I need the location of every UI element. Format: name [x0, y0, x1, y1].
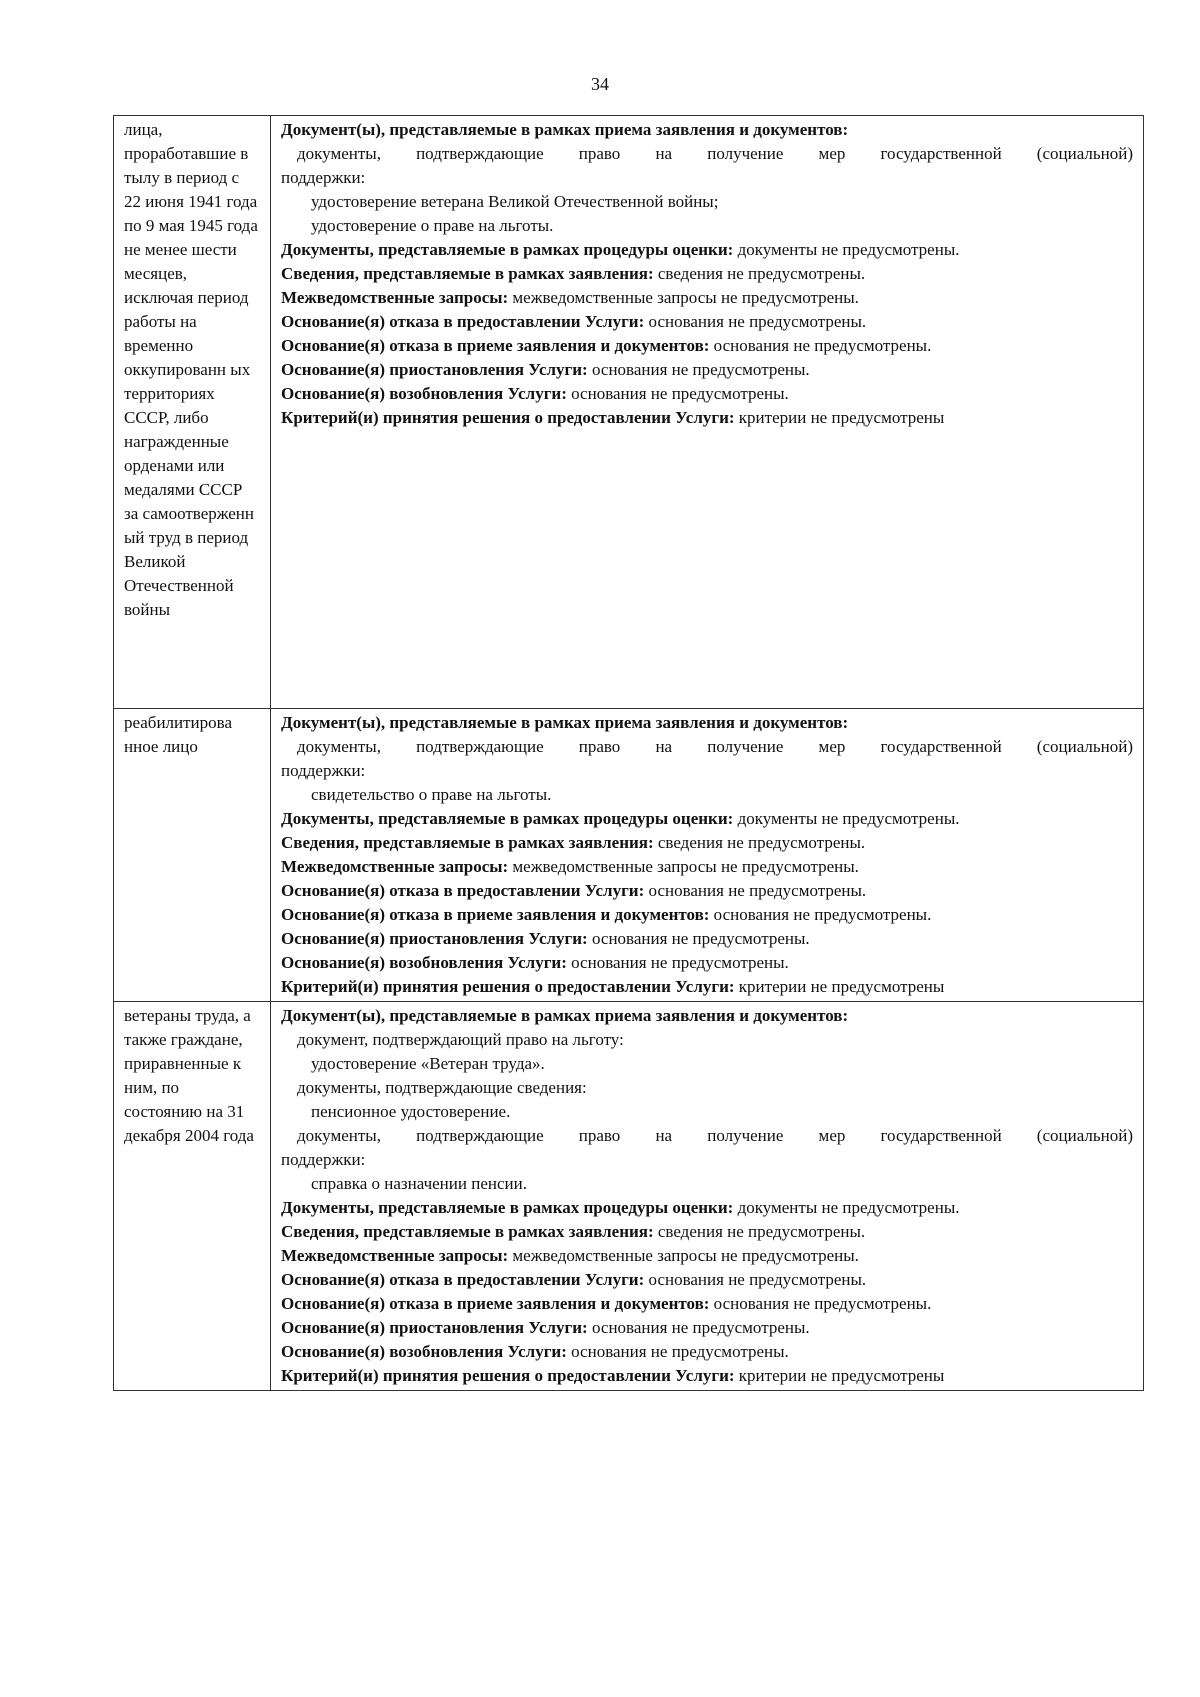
- field-line: [281, 262, 1133, 286]
- field-line: [281, 1196, 1133, 1220]
- field-value: основания не предусмотрены.: [587, 360, 810, 379]
- field-label: Сведения, представляемые в рамках заявления:: [281, 833, 654, 852]
- field-value: межведомственные запросы не предусмотрены.: [508, 288, 859, 307]
- field-value: основания не предусмотрены.: [709, 336, 932, 355]
- docs-label: Документ(ы), представляемые в рамках приема заявления и документов:: [281, 120, 849, 139]
- document-item: удостоверение ветерана Великой Отечественной войны;: [311, 192, 719, 211]
- field-label: Межведомственные запросы:: [281, 288, 509, 307]
- field-value: основания не предусмотрены.: [566, 953, 789, 972]
- field-line: [281, 1292, 1133, 1316]
- document-item: удостоверение о праве на льготы.: [311, 216, 554, 235]
- group-heading-cont: поддержки:: [281, 168, 366, 187]
- document-item: пенсионное удостоверение.: [311, 1102, 511, 1121]
- field-label: Межведомственные запросы:: [281, 1246, 509, 1265]
- field-label: Основание(я) возобновления Услуги:: [281, 384, 567, 403]
- field-label: Основание(я) приостановления Услуги:: [281, 1318, 588, 1337]
- group-heading-cont: поддержки:: [281, 761, 366, 780]
- field-line: [281, 1220, 1133, 1244]
- field-value: сведения не предусмотрены.: [653, 1222, 866, 1241]
- field-value: основания не предусмотрены.: [566, 1342, 789, 1361]
- table-row: [114, 116, 1144, 709]
- field-label: Основание(я) приостановления Услуги:: [281, 360, 588, 379]
- field-line: [281, 334, 1133, 358]
- field-line: [281, 951, 1133, 975]
- category-cell: реабилитирова нное лицо: [114, 709, 271, 1002]
- field-value: сведения не предусмотрены.: [653, 833, 866, 852]
- field-label: Основание(я) возобновления Услуги:: [281, 1342, 567, 1361]
- field-value: основания не предусмотрены.: [644, 1270, 867, 1289]
- field-line: [281, 807, 1133, 831]
- field-label: Критерий(и) принятия решения о предоставлении Услуги:: [281, 1366, 735, 1385]
- field-label: Основание(я) возобновления Услуги:: [281, 953, 567, 972]
- field-line: [281, 831, 1133, 855]
- field-value: основания не предусмотрены.: [644, 312, 867, 331]
- field-line: [281, 310, 1133, 334]
- field-value: основания не предусмотрены.: [644, 881, 867, 900]
- field-value: критерии не предусмотрены: [734, 408, 945, 427]
- document-item: свидетельство о праве на льготы.: [311, 785, 552, 804]
- field-value: документы не предусмотрены.: [733, 1198, 960, 1217]
- field-label: Документы, представляемые в рамках процедуры оценки:: [281, 240, 734, 259]
- field-line: [281, 903, 1133, 927]
- details-cell: [271, 116, 1144, 709]
- details-cell: [271, 709, 1144, 1002]
- group-heading: документ, подтверждающий право на льготу:: [297, 1030, 624, 1049]
- field-value: основания не предусмотрены.: [709, 1294, 932, 1313]
- group-heading: документы, подтверждающие сведения:: [297, 1078, 587, 1097]
- field-line: [281, 855, 1133, 879]
- field-value: основания не предусмотрены.: [587, 1318, 810, 1337]
- field-label: Сведения, представляемые в рамках заявления:: [281, 264, 654, 283]
- field-label: Сведения, представляемые в рамках заявления:: [281, 1222, 654, 1241]
- field-line: [281, 1244, 1133, 1268]
- docs-label: Документ(ы), представляемые в рамках приема заявления и документов:: [281, 713, 849, 732]
- field-label: Основание(я) отказа в приеме заявления и документов:: [281, 336, 710, 355]
- field-line: [281, 406, 1133, 430]
- field-label: Документы, представляемые в рамках процедуры оценки:: [281, 1198, 734, 1217]
- field-line: [281, 1268, 1133, 1292]
- field-value: основания не предусмотрены.: [566, 384, 789, 403]
- page-number: 34: [591, 74, 609, 94]
- document-item: справка о назначении пенсии.: [311, 1174, 527, 1193]
- field-label: Основание(я) отказа в предоставлении Услуги:: [281, 1270, 645, 1289]
- category-cell: ветераны труда, а также граждане, приравненные к ним, по состоянию на 31 декабря 2004 года: [114, 1002, 271, 1391]
- field-value: критерии не предусмотрены: [734, 977, 945, 996]
- docs-label: Документ(ы), представляемые в рамках приема заявления и документов:: [281, 1006, 849, 1025]
- group-heading-cont: поддержки:: [281, 1150, 366, 1169]
- group-heading: документы, подтверждающие право на получение мер государственной (социальной): [297, 737, 1133, 756]
- field-label: Основание(я) отказа в приеме заявления и документов:: [281, 905, 710, 924]
- category-cell: лица, проработавшие в тылу в период с 22 июня 1941 года по 9 мая 1945 года не менее шести месяцев, исключая период работы на временно оккупированн ых территориях СССР, либо награжденные орденами или медалями СССР за самоотверженн ый труд в период Великой Отечественной войны: [114, 116, 271, 709]
- field-line: [281, 1316, 1133, 1340]
- field-label: Основание(я) отказа в предоставлении Услуги:: [281, 312, 645, 331]
- field-label: Межведомственные запросы:: [281, 857, 509, 876]
- field-label: Документы, представляемые в рамках процедуры оценки:: [281, 809, 734, 828]
- field-label: Основание(я) отказа в приеме заявления и документов:: [281, 1294, 710, 1313]
- field-value: документы не предусмотрены.: [733, 240, 960, 259]
- field-value: межведомственные запросы не предусмотрены.: [508, 1246, 859, 1265]
- field-line: [281, 286, 1133, 310]
- field-line: [281, 927, 1133, 951]
- table-row: [114, 1002, 1144, 1391]
- field-label: Критерий(и) принятия решения о предоставлении Услуги:: [281, 977, 735, 996]
- field-label: Критерий(и) принятия решения о предоставлении Услуги:: [281, 408, 735, 427]
- document-item: удостоверение «Ветеран труда».: [311, 1054, 545, 1073]
- details-cell: [271, 1002, 1144, 1391]
- field-value: основания не предусмотрены.: [587, 929, 810, 948]
- services-table: [113, 115, 1144, 1391]
- field-value: межведомственные запросы не предусмотрены.: [508, 857, 859, 876]
- field-line: [281, 879, 1133, 903]
- group-heading: документы, подтверждающие право на получение мер государственной (социальной): [297, 1126, 1133, 1145]
- field-label: Основание(я) приостановления Услуги:: [281, 929, 588, 948]
- field-line: [281, 975, 1133, 999]
- field-value: сведения не предусмотрены.: [653, 264, 866, 283]
- field-line: [281, 358, 1133, 382]
- group-heading: документы, подтверждающие право на получение мер государственной (социальной): [297, 144, 1133, 163]
- field-value: критерии не предусмотрены: [734, 1366, 945, 1385]
- field-line: [281, 1340, 1133, 1364]
- table-row: [114, 709, 1144, 1002]
- field-value: документы не предусмотрены.: [733, 809, 960, 828]
- field-label: Основание(я) отказа в предоставлении Услуги:: [281, 881, 645, 900]
- field-line: [281, 238, 1133, 262]
- field-value: основания не предусмотрены.: [709, 905, 932, 924]
- field-line: [281, 382, 1133, 406]
- field-line: [281, 1364, 1133, 1388]
